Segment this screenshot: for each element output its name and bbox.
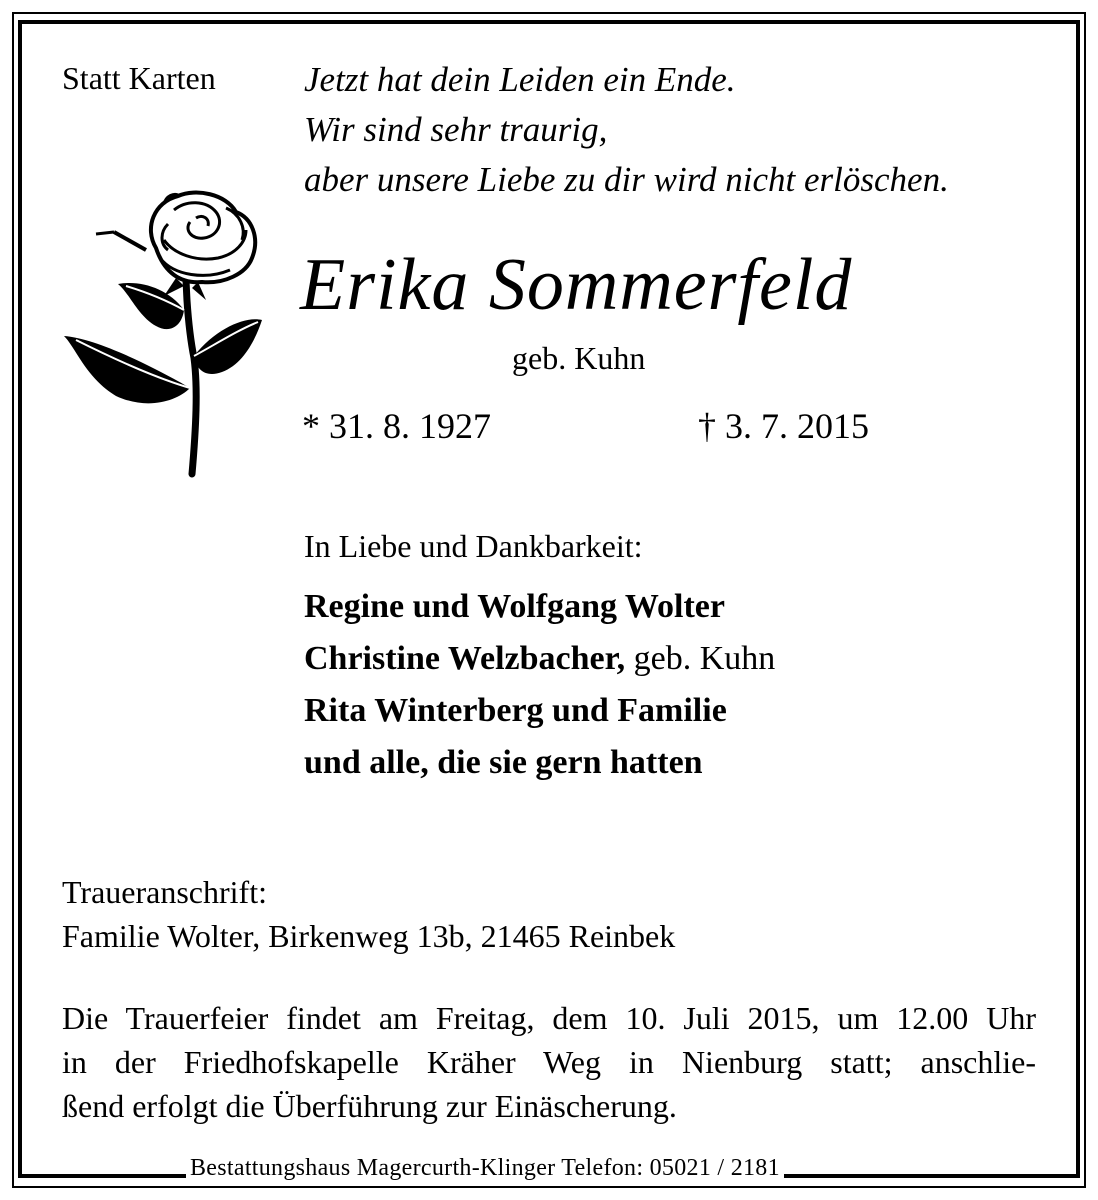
deceased-name: Erika Sommerfeld [300, 244, 853, 326]
poem-line-1: Jetzt hat dein Leiden ein Ende. [304, 60, 736, 99]
mourner-line-2-maiden: geb. Kuhn [625, 640, 776, 677]
service-line-2: in der Friedhofskapelle Kräher Weg in Nienburg statt; anschlie- [62, 1044, 1036, 1080]
service-line-3: ßend erfolgt die Überführung zur Einäscherung. [62, 1088, 677, 1124]
address-label: Traueranschrift: [62, 874, 267, 910]
maiden-name: geb. Kuhn [512, 340, 646, 376]
mourner-line-2-name: Christine Welzbacher, [304, 640, 626, 677]
service-line-1: Die Trauerfeier findet am Freitag, dem 10. Juli 2015, um 12.00 Uhr [62, 1000, 1036, 1036]
funeral-home-footer: Bestattungshaus Magercurth-Klinger Telefon: 05021 / 2181 [186, 1156, 784, 1180]
poem-line-2: Wir sind sehr traurig, [304, 110, 608, 149]
birth-date: * 31. 8. 1927 [302, 406, 491, 446]
mourner-line-4: und alle, die sie gern hatten [304, 744, 703, 781]
death-date: † 3. 7. 2015 [698, 406, 869, 446]
mourner-line-2 [304, 642, 775, 676]
poem-line-3: aber unsere Liebe zu dir wird nicht erlöschen. [304, 160, 949, 199]
service-notice [62, 996, 1036, 1128]
statt-karten-label: Statt Karten [62, 60, 216, 96]
mourners-intro: In Liebe und Dankbarkeit: [304, 528, 643, 564]
address-value: Familie Wolter, Birkenweg 13b, 21465 Reinbek [62, 918, 676, 954]
mourner-line-3: Rita Winterberg und Familie [304, 692, 727, 729]
rose-illustration [56, 188, 266, 478]
mourner-line-1: Regine und Wolfgang Wolter [304, 588, 725, 625]
